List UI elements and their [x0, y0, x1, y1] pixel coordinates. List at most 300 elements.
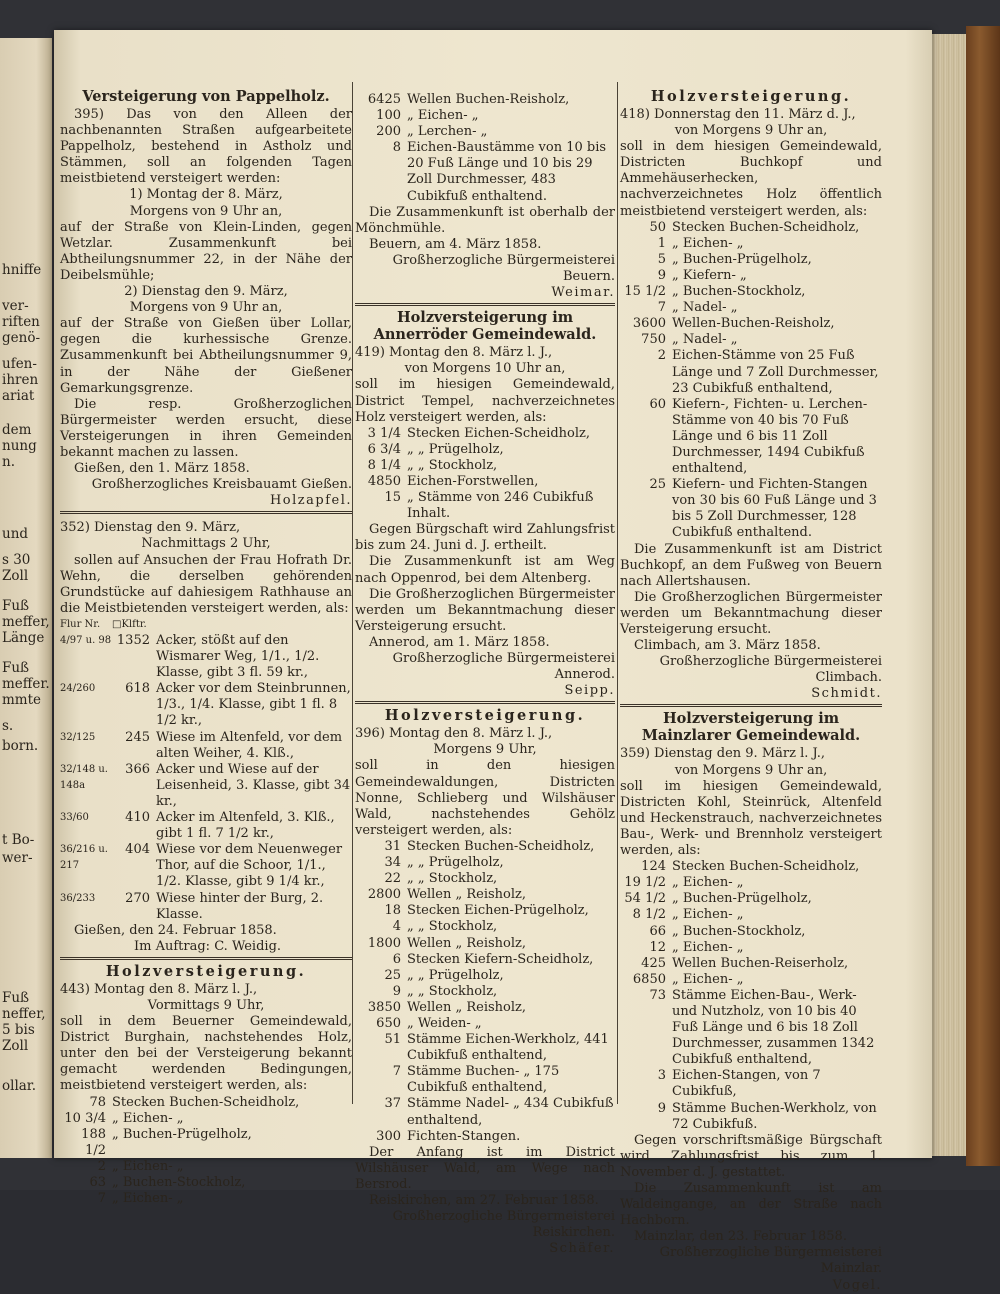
wood-item — [355, 903, 615, 919]
notice-title: Holzversteigerung im Annerröder Gemeindewald. — [373, 309, 597, 344]
notice-body: soll im hiesigen Gemeindewald, Districten Kohl, Steinrück, Altenfeld und Heckenstrauch, nachverzeichnetes Bau-, Werk- und Brennholz versteigert werden, als: — [620, 778, 882, 859]
wood-item — [620, 859, 882, 875]
notice-head: 443) Montag den 8. März l. J., — [60, 981, 258, 997]
notice-body: auf der Straße von Klein-Linden, gegen Wetzlar. Zusammenkunft bei Abtheilungsnummer 22, in der Nähe der Deibelsmühle; — [60, 219, 352, 283]
parcel-row — [60, 633, 352, 681]
left-page-fragment: Fuß — [2, 660, 30, 676]
left-page-fragment: dem — [2, 422, 32, 438]
notice-title: Holzversteigerung. — [384, 707, 586, 725]
wood-item — [355, 855, 615, 871]
item-quantity: 7 — [392, 1064, 401, 1080]
item-description: „ Buchen-Stockholz, — [672, 284, 806, 300]
left-page-fragment: s 30 — [2, 552, 31, 568]
signature: Im Auftrag: C. Weidig. — [134, 938, 282, 954]
wood-item — [355, 1000, 615, 1016]
parcel-number: 32/148 u. 148a — [60, 763, 108, 791]
wood-list — [60, 1095, 352, 1208]
notice-head: 396) Montag den 8. März l. J., — [355, 726, 553, 742]
parcel-list — [60, 633, 352, 923]
item-description: „ Eichen- „ — [112, 1191, 184, 1207]
authority: Großherzogliches Kreisbauamt Gießen. — [91, 477, 352, 493]
item-description: „ Buchen-Prügelholz, — [672, 891, 812, 907]
signature: Seipp. — [564, 683, 615, 699]
item-quantity: 63 — [89, 1175, 106, 1190]
notice-grundstuecke — [60, 520, 352, 955]
wood-item — [60, 1127, 352, 1159]
left-page-fragment: neffer, — [2, 1006, 46, 1022]
wood-item — [620, 956, 882, 972]
left-page-fragment: 5 bis — [2, 1022, 35, 1038]
item-quantity: 6 — [392, 951, 401, 967]
left-page-fragment: Länge — [2, 630, 45, 646]
item-quantity: 22 — [384, 871, 401, 887]
authority: Großherzogliche Bürgermeisterei Climbach. — [659, 654, 882, 686]
parcel-row — [60, 762, 352, 810]
wood-item — [620, 397, 882, 477]
item-description: „ Kiefern- „ — [672, 267, 747, 283]
wood-item — [60, 1175, 352, 1191]
parcel-area: 618 — [125, 681, 150, 697]
item-description: „ Eichen- „ — [407, 108, 479, 124]
left-page-edge — [0, 38, 52, 1158]
parcel-number: 36/216 u. 217 — [60, 844, 108, 872]
wood-item — [355, 108, 615, 124]
item-quantity: 6 3/4 — [367, 441, 401, 457]
wood-item — [620, 332, 882, 348]
parcel-description: Wiese vor dem Neuenweger Thor, auf die Schoor, 1/1., 1/2. Klasse, gibt 9 1/4 kr., — [156, 842, 343, 890]
notice-separator — [60, 957, 352, 960]
leather-cover — [966, 26, 1000, 1166]
item-quantity: 3850 — [367, 999, 401, 1015]
item-description: „ Buchen-Stockholz, — [112, 1175, 246, 1190]
date-line: 2) Dienstag den 9. März, — [124, 284, 288, 300]
signature: Schäfer. — [549, 1241, 615, 1257]
notice-body: 395) Das von den Alleen der nachbenannten Straßen aufgearbeitete Pappelholz, bestehend in Astholz und Stämmen, soll an folgenden Tagen meistbietend versteigert werden: — [60, 107, 352, 187]
parcel-row — [60, 730, 352, 762]
notice-beuern — [60, 963, 352, 1207]
parcel-number: 32/125 — [60, 731, 96, 743]
notice-body: soll im hiesigen Gemeindewald, District Tempel, nachverzeichnetes Holz versteigert werden, als: — [355, 377, 615, 425]
left-page-fragment: t Bo- — [2, 832, 35, 848]
wood-item — [620, 284, 882, 300]
item-quantity: 12 — [649, 939, 666, 955]
item-quantity: 9 — [392, 983, 401, 999]
wood-item — [355, 871, 615, 887]
item-quantity: 66 — [649, 923, 666, 939]
item-quantity: 2800 — [367, 887, 401, 903]
item-description: „ „ Prügelholz, — [407, 855, 504, 871]
item-description: „ Lerchen- „ — [407, 124, 488, 140]
wood-item — [620, 891, 882, 907]
item-description: Stämme Buchen- „ 175 Cubikfuß enthaltend, — [407, 1064, 560, 1096]
wood-list — [620, 859, 882, 1133]
parcel-area: 1352 — [116, 633, 150, 648]
item-description: „ „ Stockholz, — [407, 983, 498, 999]
left-page-fragment: ufen- — [2, 356, 37, 372]
wood-item — [355, 1016, 615, 1032]
wood-item — [355, 474, 615, 490]
item-quantity: 54 1/2 — [624, 891, 666, 907]
item-description: Wellen-Buchen-Reisholz, — [672, 316, 835, 332]
notice-head: 419) Montag den 8. März l. J., — [355, 345, 553, 361]
item-quantity: 650 — [376, 1015, 401, 1031]
item-description: Wellen „ Reisholz, — [407, 887, 527, 903]
item-quantity: 124 — [641, 859, 666, 875]
column-rule-1 — [352, 82, 353, 1104]
wood-item — [620, 268, 882, 284]
wood-item — [620, 300, 882, 316]
item-description: „ „ Prügelholz, — [407, 967, 504, 983]
item-quantity: 1 — [657, 235, 666, 251]
notice-separator — [60, 511, 352, 514]
column-2 — [355, 92, 615, 1257]
signature: Weimar. — [551, 285, 615, 301]
item-description: Stecken Buchen-Scheidholz, — [672, 859, 860, 875]
item-quantity: 3 1/4 — [367, 425, 401, 441]
item-description: „ „ Prügelholz, — [407, 441, 504, 457]
place-date: Mainzlar, den 23. Februar 1858. — [634, 1229, 847, 1245]
item-description: Stämme Eichen-Werkholz, 441 Cubikfuß enthaltend, — [407, 1032, 609, 1064]
wood-item — [620, 220, 882, 236]
item-description: Fichten-Stangen. — [407, 1128, 521, 1144]
left-page-fragment: hniffe — [2, 262, 42, 278]
notice-title: Versteigerung von Pappelholz. — [82, 88, 330, 105]
wood-item — [620, 348, 882, 396]
meeting-point: Die Zusammenkunft ist am Weg nach Oppenrod, bei dem Altenberg. — [355, 554, 615, 586]
notice-separator — [355, 303, 615, 306]
item-quantity: 9 — [657, 267, 666, 283]
parcel-row — [60, 842, 352, 890]
parcel-header — [60, 617, 352, 633]
item-description: Wellen „ Reisholz, — [407, 935, 527, 951]
payment-terms: Gegen vorschriftsmäßige Bürgschaft wird Zahlungsfrist bis zum 1. November d. J. gestattet. — [620, 1132, 882, 1180]
item-quantity: 73 — [649, 987, 666, 1003]
item-description: „ Eichen- „ — [672, 939, 744, 955]
item-description: Wellen Buchen-Reisholz, — [407, 92, 570, 107]
meeting-point: Die Zusammenkunft ist am District Buchkopf, an dem Fußweg von Beuern nach Allertshausen. — [620, 541, 882, 589]
item-quantity: 60 — [649, 396, 666, 412]
wood-item — [620, 924, 882, 940]
notice-pappelholz — [60, 88, 352, 509]
left-page-fragment: wer- — [2, 850, 33, 866]
parcel-area: 410 — [125, 810, 150, 826]
item-description: Stecken Eichen-Scheidholz, — [407, 425, 591, 441]
left-page-fragment: ollar. — [2, 1078, 37, 1094]
place-date: Beuern, am 4. März 1858. — [369, 236, 542, 252]
parcel-row — [60, 810, 352, 842]
parcel-description: Wiese im Altenfeld, vor dem alten Weiher, 4. Klß., — [156, 729, 343, 761]
item-description: „ „ Stockholz, — [407, 919, 498, 935]
item-description: Eichen-Stangen, von 7 Cubikfuß, — [672, 1068, 821, 1100]
wood-list — [620, 220, 882, 542]
wood-item — [620, 477, 882, 541]
notice-separator — [355, 701, 615, 704]
parcel-area: 404 — [125, 842, 150, 858]
parcel-number: 33/60 — [60, 812, 89, 824]
item-quantity: 300 — [376, 1128, 401, 1144]
item-description: Stämme Buchen-Werkholz, von 72 Cubikfuß. — [672, 1100, 877, 1132]
item-quantity: 3 — [657, 1068, 666, 1084]
item-quantity: 8 1/4 — [367, 457, 401, 473]
item-quantity: 51 — [384, 1032, 401, 1048]
column-3 — [620, 86, 882, 1294]
item-quantity: 7 — [657, 300, 666, 316]
item-description: Stecken Buchen-Scheidholz, — [112, 1094, 300, 1110]
item-description: „ Nadel- „ — [672, 300, 738, 316]
signature: Vogel. — [832, 1277, 882, 1293]
item-description: Wellen „ Reisholz, — [407, 999, 527, 1015]
notice-body: sollen auf Ansuchen der Frau Hofrath Dr. Wehn, die derselben gehörenden Grundstücke auf dahiesigem Rathhause an die Meistbietenden versteigert werden, als: — [60, 552, 352, 616]
item-quantity: 37 — [384, 1096, 401, 1112]
item-description: „ Eichen- „ — [672, 235, 744, 251]
item-quantity: 2 — [97, 1158, 106, 1174]
item-quantity: 19 1/2 — [624, 875, 666, 891]
item-quantity: 18 — [384, 903, 401, 919]
column-1 — [60, 86, 352, 1207]
place-date: Reiskirchen, am 27. Februar 1858. — [369, 1193, 599, 1208]
wood-item — [355, 426, 615, 442]
item-description: „ Buchen-Prügelholz, — [672, 251, 812, 267]
left-page-fragment: meffer, — [2, 614, 50, 630]
left-page-fragment: born. — [2, 738, 39, 754]
item-description: Stecken Buchen-Scheidholz, — [407, 838, 595, 854]
notice-head: 359) Dienstag den 9. März l. J., — [620, 746, 825, 762]
item-description: „ Eichen- „ — [672, 907, 744, 923]
time-line: von Morgens 10 Uhr an, — [404, 361, 566, 377]
wood-item — [355, 887, 615, 903]
item-description: „ „ Stockholz, — [407, 871, 498, 887]
column-header-flur: Flur Nr. — [60, 618, 101, 630]
notice-title: Holzversteigerung im Mainzlarer Gemeindewald. — [641, 710, 861, 745]
wood-item — [355, 1032, 615, 1064]
item-quantity: 6425 — [367, 92, 401, 107]
item-description: Stämme Nadel- „ 434 Cubikfuß enthaltend, — [407, 1096, 614, 1128]
item-quantity: 15 — [384, 490, 401, 506]
item-description: Stecken Buchen-Scheidholz, — [672, 219, 860, 235]
item-description: „ Eichen- „ — [112, 1158, 184, 1174]
authority: Großherzogliche Bürgermeisterei Beuern. — [392, 252, 615, 285]
parcel-area: 270 — [125, 890, 150, 906]
item-description: Eichen-Stämme von 25 Fuß Länge und 7 Zoll Durchmesser, 23 Cubikfuß enthaltend, — [672, 348, 879, 396]
parcel-description: Wiese hinter der Burg, 2. Klasse. — [156, 890, 324, 922]
notice-body: soll in den hiesigen Gemeindewaldungen, Districten Nonne, Schlieberg und Wilshäuser Wald, nachstehendes Gehölz versteigert werden, als: — [355, 758, 615, 838]
item-description: Stecken Eichen-Prügelholz, — [407, 903, 589, 919]
parcel-row — [60, 681, 352, 729]
left-page-fragment: Zoll — [2, 568, 29, 584]
notice-request: Die Großherzoglichen Bürgermeister werden um Bekanntmachung dieser Versteigerung ersucht. — [355, 586, 615, 634]
wood-list — [355, 92, 615, 205]
meeting-point: Die Zusammenkunft ist am Waldeingange, an der Straße nach Hachborn. — [620, 1181, 882, 1229]
left-page-fragment: ver- — [2, 298, 29, 314]
item-quantity: 200 — [376, 124, 401, 140]
date-line: 1) Montag der 8. März, — [129, 187, 283, 203]
left-page-fragment: Fuß — [2, 598, 30, 614]
item-description: „ Nadel- „ — [672, 332, 738, 348]
item-quantity: 25 — [384, 967, 401, 983]
wood-item — [355, 968, 615, 984]
place-date: Climbach, am 3. März 1858. — [634, 638, 821, 654]
wood-list — [355, 426, 615, 523]
item-quantity: 15 1/2 — [624, 284, 666, 300]
parcel-area: 366 — [125, 761, 150, 777]
wood-item — [620, 907, 882, 923]
notice-body: soll in dem Beuerner Gemeindewald, District Burghain, nachstehendes Holz, unter den bei der Versteigerung bekannt gemacht werdenden Bedingungen, meistbietend versteigert werden, als: — [60, 1014, 352, 1094]
parcel-number: 24/260 — [60, 683, 96, 695]
item-description: Kiefern-, Fichten- u. Lerchen-Stämme von 40 bis 70 Fuß Länge und 6 bis 11 Zoll Durchmesser, 1494 Cubikfuß enthaltend, — [672, 396, 868, 477]
wood-item — [60, 1095, 352, 1111]
item-quantity: 25 — [649, 477, 666, 493]
item-quantity: 4850 — [367, 473, 401, 489]
item-description: „ „ Stockholz, — [407, 457, 498, 473]
left-page-fragment: meffer. — [2, 676, 50, 692]
notice-title: Holzversteigerung. — [650, 88, 852, 105]
left-page-fragment: Zoll — [2, 1038, 29, 1054]
time-line: Vormittags 9 Uhr, — [147, 997, 265, 1013]
wood-item — [620, 972, 882, 988]
parcel-number: 4/97 u. 98 — [60, 635, 112, 646]
wood-item — [355, 1129, 615, 1145]
payment-terms: Gegen Bürgschaft wird Zahlungsfrist bis zum 24. Juni d. J. ertheilt. — [355, 522, 615, 554]
item-description: Kiefern- und Fichten-Stangen von 30 bis 60 Fuß Länge und 3 bis 5 Zoll Durchmesser, 128 Cubikfuß enthaltend. — [672, 477, 877, 541]
wood-item — [355, 1064, 615, 1096]
left-page-fragment: Fuß — [2, 990, 30, 1006]
item-description: Stämme Eichen-Bau-, Werk- und Nutzholz, von 10 bis 40 Fuß Länge und 6 bis 18 Zoll Durchmesser, zusammen 1342 Cubikfuß enthaltend, — [672, 987, 875, 1068]
item-description: „ Eichen- „ — [672, 971, 744, 987]
parcel-description: Acker im Altenfeld, 3. Klß., gibt 1 fl. 7 1/2 kr., — [156, 810, 335, 842]
wood-list — [355, 839, 615, 1145]
wood-item — [355, 839, 615, 855]
item-quantity: 5 — [657, 251, 666, 267]
wood-item — [620, 316, 882, 332]
left-page-fragment: s. — [2, 718, 14, 734]
wood-item — [620, 236, 882, 252]
item-description: Wellen Buchen-Reiserholz, — [672, 955, 849, 971]
item-description: Eichen-Baustämme von 10 bis 20 Fuß Länge und 10 bis 29 Zoll Durchmesser, 483 Cubikfuß enthaltend. — [407, 140, 607, 204]
wood-item — [60, 1159, 352, 1175]
wood-item — [620, 940, 882, 956]
item-quantity: 750 — [641, 332, 666, 348]
wood-item — [355, 936, 615, 952]
time-line: von Morgens 9 Uhr an, — [674, 762, 828, 778]
wood-item — [620, 252, 882, 268]
parcel-description: Acker, stößt auf den Wismarer Weg, 1/1., 1/2. Klasse, gibt 3 fl. 59 kr., — [156, 633, 320, 681]
wood-item — [60, 1111, 352, 1127]
item-quantity: 50 — [649, 219, 666, 235]
left-page-fragment: n. — [2, 454, 15, 470]
left-page-fragment: und — [2, 526, 29, 542]
item-quantity: 2 — [657, 348, 666, 364]
authority: Großherzogliche Bürgermeisterei Mainzlar. — [659, 1245, 882, 1277]
meeting-point: Die Zusammenkunft ist oberhalb der Mönchmühle. — [355, 204, 615, 236]
left-page-fragment: ihren — [2, 372, 39, 388]
wood-item — [355, 1096, 615, 1128]
wood-item — [620, 875, 882, 891]
wood-item — [355, 952, 615, 968]
item-description: „ Stämme von 246 Cubikfuß Inhalt. — [407, 490, 594, 522]
item-quantity: 188 1/2 — [81, 1126, 106, 1158]
wood-item — [355, 458, 615, 474]
parcel-number: 36/233 — [60, 892, 96, 904]
item-description: Stecken Kiefern-Scheidholz, — [407, 951, 594, 967]
time-line: Morgens von 9 Uhr an, — [129, 300, 283, 316]
wood-item — [355, 140, 615, 204]
wood-item — [355, 92, 615, 108]
column-header-klafter: □Klftr. — [112, 618, 147, 630]
wood-item — [60, 1191, 352, 1207]
wood-item — [355, 490, 615, 522]
item-quantity: 7 — [97, 1191, 106, 1207]
item-description: Eichen-Forstwellen, — [407, 473, 539, 489]
wood-item — [620, 1068, 882, 1100]
notice-body: soll in dem hiesigen Gemeindewald, Districten Buchkopf und Ammehäuserhecken, nachverzeichnetes Holz öffentlich meistbietend versteigert werden, als: — [620, 139, 882, 219]
item-quantity: 10 3/4 — [64, 1110, 106, 1126]
item-description: „ Buchen-Stockholz, — [672, 923, 806, 939]
item-quantity: 4 — [392, 919, 401, 935]
left-page-fragment: mmte — [2, 692, 42, 708]
meeting-point: Der Anfang ist im District Wilshäuser Wald, am Wege nach Bersrod. — [355, 1144, 615, 1192]
notice-head: 418) Donnerstag den 11. März d. J., — [620, 107, 856, 122]
signature: Holzapfel. — [269, 493, 352, 509]
column-rule-2 — [617, 82, 618, 1104]
item-quantity: 8 — [392, 140, 401, 156]
parcel-row — [60, 891, 352, 923]
item-quantity: 6850 — [632, 971, 666, 987]
time-line: Morgens 9 Uhr, — [433, 742, 537, 758]
notice-head: 352) Dienstag den 9. März, — [60, 520, 241, 536]
left-page-fragment: ariat — [2, 388, 35, 404]
item-quantity: 1800 — [367, 935, 401, 951]
item-description: „ Buchen-Prügelholz, — [112, 1126, 252, 1142]
wood-item — [620, 1101, 882, 1133]
left-page-fragment: genö- — [2, 330, 41, 346]
parcel-description: Acker vor dem Steinbrunnen, 1/3., 1/4. Klasse, gibt 1 fl. 8 1/2 kr., — [156, 681, 351, 729]
notice-title: Holzversteigerung. — [105, 962, 307, 980]
wood-item — [355, 124, 615, 140]
item-description: „ Weiden- „ — [407, 1015, 482, 1031]
item-description: „ Eichen- „ — [112, 1110, 184, 1126]
place-date: Annerod, am 1. März 1858. — [369, 634, 550, 650]
item-quantity: 3600 — [632, 316, 666, 332]
authority: Großherzogliche Bürgermeisterei Reiskirchen. — [392, 1209, 615, 1241]
item-quantity: 425 — [641, 955, 666, 971]
parcel-area: 245 — [125, 729, 150, 745]
wood-item — [355, 984, 615, 1000]
item-quantity: 9 — [657, 1100, 666, 1116]
time-line: Nachmittags 2 Uhr, — [141, 536, 271, 552]
time-line: von Morgens 9 Uhr an, — [674, 123, 828, 139]
item-description: „ Eichen- „ — [672, 875, 744, 891]
item-quantity: 8 1/2 — [632, 907, 666, 923]
place-date: Gießen, den 24. Februar 1858. — [74, 922, 277, 938]
left-page-fragment: riften — [2, 314, 40, 330]
wood-item — [355, 919, 615, 935]
page-stack-edge — [932, 34, 970, 1156]
notice-separator — [620, 704, 882, 707]
item-quantity: 100 — [376, 108, 401, 124]
notice-request: Die Großherzoglichen Bürgermeister werden um Bekanntmachung dieser Versteigerung ersucht. — [620, 589, 882, 637]
wood-item — [620, 988, 882, 1068]
signature: Schmidt. — [811, 686, 882, 702]
place-date: Gießen, den 1. März 1858. — [74, 461, 250, 477]
item-quantity: 34 — [384, 855, 401, 871]
left-page-fragment: nung — [2, 438, 37, 454]
notice-request: Die resp. Großherzoglichen Bürgermeister werden ersucht, diese Versteigerungen in ihren Gemeinden bekannt machen zu lassen. — [60, 396, 352, 460]
authority: Großherzogliche Bürgermeisterei Annerod. — [392, 651, 615, 683]
wood-item — [355, 442, 615, 458]
notice-body: auf der Straße von Gießen über Lollar, gegen die kurhessische Grenze. Zusammenkunft bei Abtheilungsnummer 9, in der Nähe der Gießener Gemarkungsgrenze. — [60, 316, 352, 396]
item-quantity: 78 — [89, 1094, 106, 1110]
parcel-description: Acker und Wiese auf der Leisenheid, 3. Klasse, gibt 34 kr., — [156, 761, 351, 809]
